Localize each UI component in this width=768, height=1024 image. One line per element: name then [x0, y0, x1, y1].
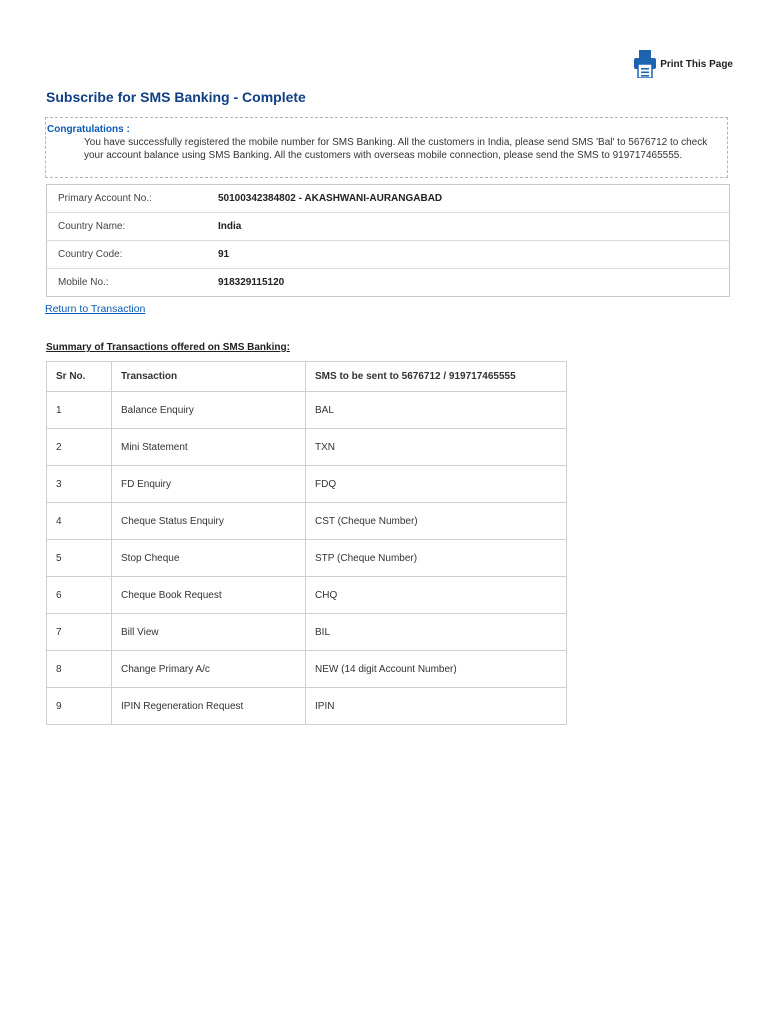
notice-heading: Congratulations : — [47, 124, 130, 135]
cell-sr-no: 4 — [47, 503, 112, 540]
detail-label: Mobile No.: — [47, 269, 219, 297]
detail-label: Primary Account No.: — [58, 193, 152, 204]
cell-sms-code: FDQ — [306, 466, 567, 503]
notice-message: You have successfully registered the mobile number for SMS Banking. All the customers in India, please send SMS 'Bal' to 5676712 to check your account balance using SMS Banking. All the customers with overseas mobile connection, please send the SMS to 919717465555. — [84, 137, 708, 161]
table-row — [47, 688, 567, 725]
cell-sms-code: BAL — [306, 392, 567, 429]
cell-transaction: Cheque Book Request — [112, 577, 306, 614]
detail-row — [47, 185, 730, 213]
detail-row — [47, 213, 730, 241]
registration-details-table — [46, 184, 730, 297]
return-to-transaction-link[interactable]: Return to Transaction — [45, 303, 146, 315]
column-header-sr-no: Sr No. — [47, 362, 112, 392]
detail-value: 50100342384802 - AKASHWANI-AURANGABAD — [218, 193, 443, 204]
cell-sms-code: CHQ — [306, 577, 567, 614]
cell-sms-code: NEW (14 digit Account Number) — [306, 651, 567, 688]
cell-sr-no: 3 — [47, 466, 112, 503]
cell-transaction: Change Primary A/c — [112, 651, 306, 688]
cell-transaction: FD Enquiry — [112, 466, 306, 503]
cell-sms-code: STP (Cheque Number) — [306, 540, 567, 577]
detail-label: Country Name: — [47, 213, 219, 241]
detail-label: Country Code: — [47, 241, 219, 269]
detail-row — [47, 269, 730, 297]
cell-transaction: IPIN Regeneration Request — [112, 688, 306, 725]
cell-transaction: Bill View — [112, 614, 306, 651]
table-header-row — [47, 362, 567, 392]
cell-sr-no: 5 — [47, 540, 112, 577]
print-page-label: Print This Page — [660, 58, 733, 70]
table-row — [47, 503, 567, 540]
table-row — [47, 392, 567, 429]
table-row — [47, 429, 567, 466]
detail-value: 91 — [218, 241, 730, 269]
cell-sr-no: 1 — [47, 392, 112, 429]
printer-icon — [634, 50, 656, 78]
cell-transaction: Mini Statement — [112, 429, 306, 466]
table-row — [47, 540, 567, 577]
detail-value: 918329115120 — [218, 269, 730, 297]
cell-sms-code: CST (Cheque Number) — [306, 503, 567, 540]
column-header-sms: SMS to be sent to 5676712 / 919717465555 — [306, 362, 567, 392]
cell-sms-code: IPIN — [306, 688, 567, 725]
cell-sms-code: BIL — [306, 614, 567, 651]
table-row — [47, 466, 567, 503]
column-header-transaction: Transaction — [112, 362, 306, 392]
table-row — [47, 577, 567, 614]
cell-transaction: Balance Enquiry — [112, 392, 306, 429]
table-row — [47, 614, 567, 651]
summary-heading: Summary of Transactions offered on SMS Banking: — [46, 342, 290, 353]
cell-sr-no: 7 — [47, 614, 112, 651]
cell-sr-no: 6 — [47, 577, 112, 614]
print-page-button[interactable] — [634, 50, 733, 78]
detail-row — [47, 241, 730, 269]
sms-transactions-table — [46, 361, 567, 725]
cell-transaction: Stop Cheque — [112, 540, 306, 577]
cell-sr-no: 9 — [47, 688, 112, 725]
cell-sms-code: TXN — [306, 429, 567, 466]
cell-sr-no: 8 — [47, 651, 112, 688]
table-row — [47, 651, 567, 688]
detail-value: India — [218, 213, 730, 241]
cell-transaction: Cheque Status Enquiry — [112, 503, 306, 540]
page-title: Subscribe for SMS Banking - Complete — [46, 89, 306, 105]
success-notice — [45, 117, 728, 178]
cell-sr-no: 2 — [47, 429, 112, 466]
